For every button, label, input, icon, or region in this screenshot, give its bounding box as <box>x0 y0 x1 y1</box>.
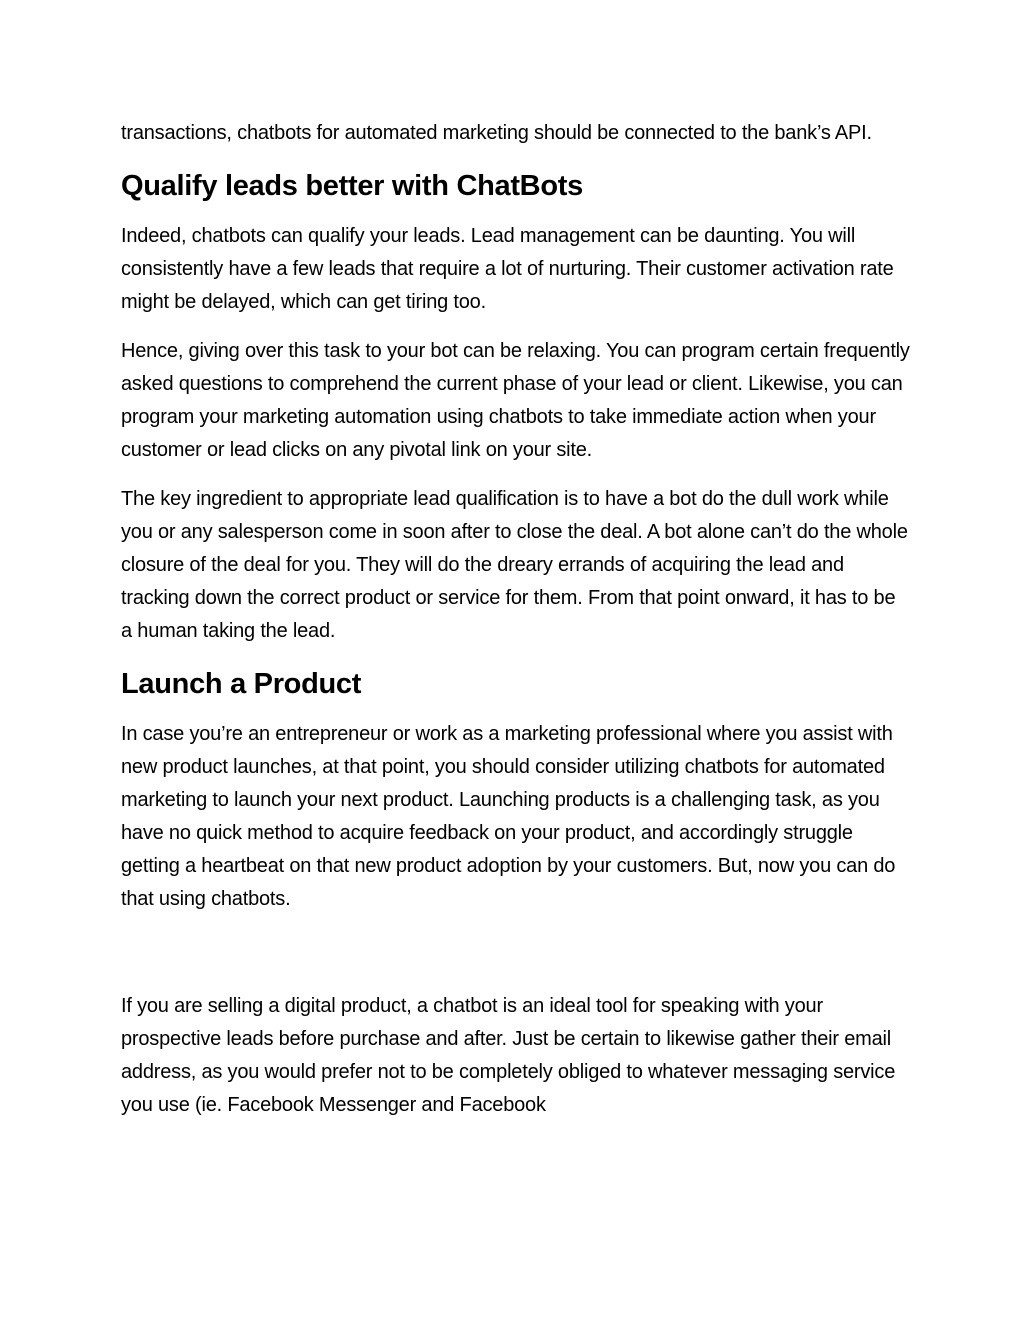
blank-spacer <box>121 932 911 990</box>
heading-qualify-leads: Qualify leads better with ChatBots <box>121 170 583 202</box>
paragraph-digital-product: If you are selling a digital product, a chatbot is an ideal tool for speaking with your prospective leads before purchase and after. Just be certain to likewise gather their email address, as you would prefer not to be completely obliged to whatever messaging service you use (ie. Facebook Messenger and Facebook <box>121 995 896 1116</box>
paragraph-key-ingredient: The key ingredient to appropriate lead qualification is to have a bot do the dull work while you or any salesperson come in soon after to close the deal. A bot alone can’t do the whole closure of the deal for you. They will do the dreary errands of acquiring the lead and tracking down the correct product or service for them. From that point onward, it has to be a human taking the lead. <box>121 488 908 642</box>
heading-launch-product: Launch a Product <box>121 668 362 700</box>
paragraph-qualify-intro: Indeed, chatbots can qualify your leads. Lead management can be daunting. You will consistently have a few leads that require a lot of nurturing. Their customer activation rate might be delayed, which can get tiring too. <box>121 225 894 313</box>
paragraph-launch-intro: In case you’re an entrepreneur or work as a marketing professional where you assist with new product launches, at that point, you should consider utilizing chatbots for automated marketing to launch your next product. Launching products is a challenging task, as you have no quick method to acquire feedback on your product, and accordingly struggle getting a heartbeat on that new product adoption by your customers. But, now you can do that using chatbots. <box>121 723 896 910</box>
document-page <box>121 117 911 1138</box>
paragraph-bot-task: Hence, giving over this task to your bot can be relaxing. You can program certain frequently asked questions to comprehend the current phase of your lead or client. Likewise, you can program your marketing automation using chatbots to take immediate action when your customer or lead clicks on any pivotal link on your site. <box>121 340 910 461</box>
paragraph-continuation: transactions, chatbots for automated marketing should be connected to the bank’s API. <box>121 122 872 144</box>
